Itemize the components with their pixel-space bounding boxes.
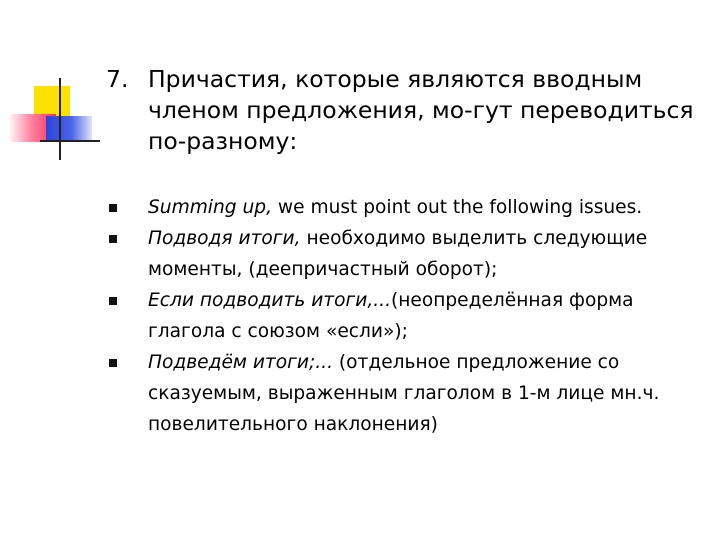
bullet-text: необходимо выделить следующие моменты, (деепричастный оборот); <box>148 228 648 280</box>
blue-rectangle <box>46 116 92 142</box>
vertical-line <box>59 78 61 160</box>
bullet-text: (неопределённая форма глагола с союзом «если»); <box>148 290 634 342</box>
square-bullet-icon <box>109 204 117 212</box>
bullet-text: (отдельное предложение со сказуемым, выраженным глаголом в 1-м лице мн.ч. повелительного наклонения) <box>148 352 660 435</box>
bullet-item <box>106 347 706 440</box>
horizontal-line <box>40 140 100 142</box>
bullet-italic-text: Подводя итоги, <box>148 228 301 249</box>
bullet-item <box>106 285 706 347</box>
square-bullet-icon <box>109 235 117 243</box>
bullet-italic-text: Если подводить итоги,... <box>148 290 391 311</box>
slide-logo-decoration <box>0 0 110 170</box>
bullet-item <box>106 223 706 285</box>
square-bullet-icon <box>109 359 117 367</box>
heading-text: Причастия, которые являются вводным членом предложения, мо-гут переводиться по-разному: <box>148 65 694 155</box>
bullet-italic-text: Summing up, <box>148 197 272 218</box>
slide-heading <box>106 64 716 157</box>
heading-number: 7. <box>106 65 129 93</box>
bullet-item <box>106 192 706 223</box>
bullet-italic-text: Подведём итоги;... <box>148 352 333 373</box>
square-bullet-icon <box>109 297 117 305</box>
bullet-list <box>106 192 706 440</box>
bullet-text: we must point out the following issues. <box>271 197 643 218</box>
